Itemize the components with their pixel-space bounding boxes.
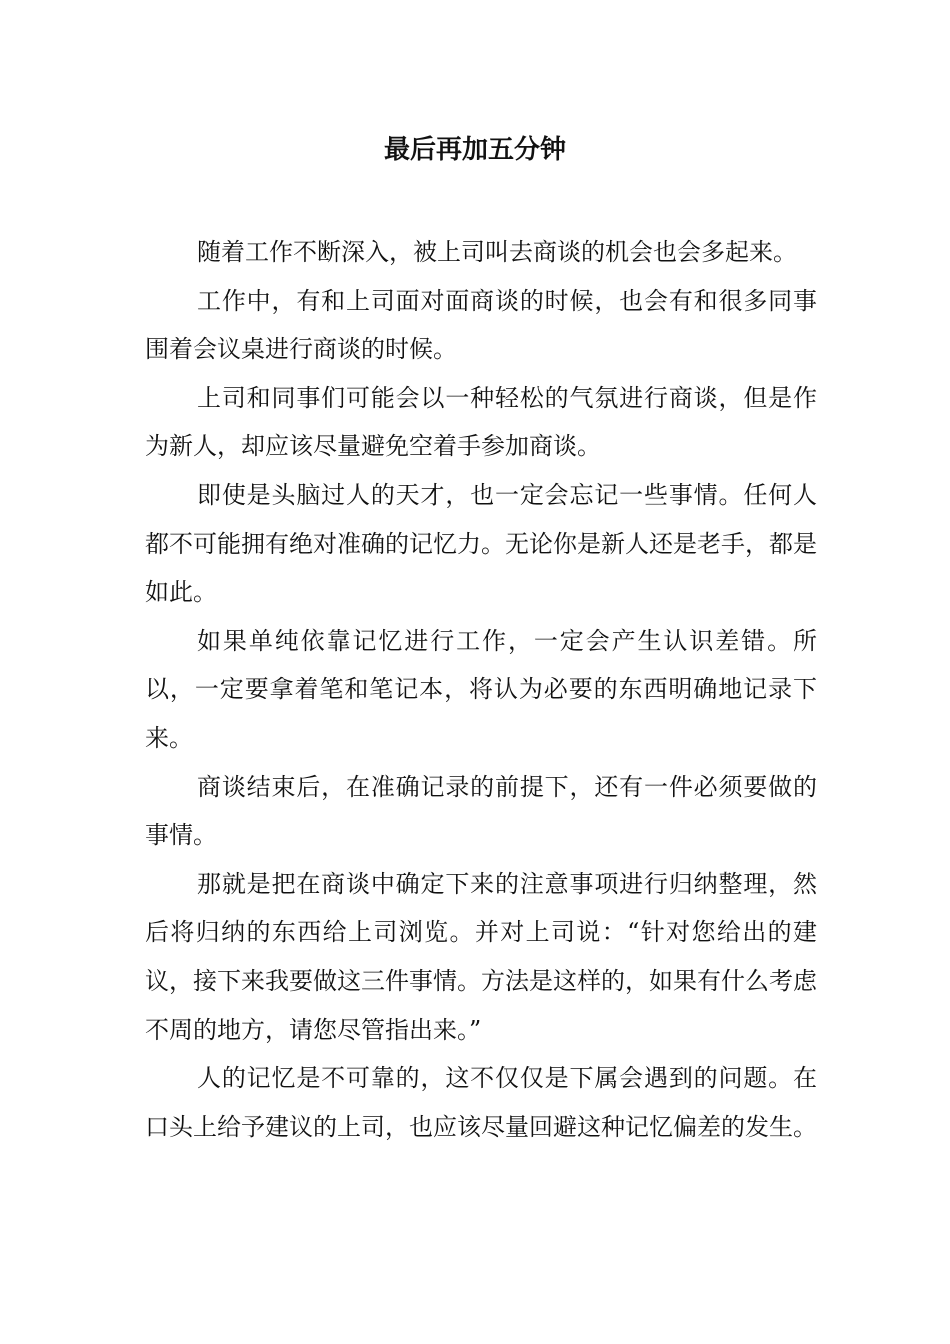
paragraph: 随着工作不断深入，被上司叫去商谈的机会也会多起来。 [197, 238, 797, 266]
paragraph: 即使是头脑过人的天才，也一定会忘记一些事情。任何人都不可能拥有绝对准确的记忆力。无论你是新人还是老手，都是如此。 [145, 480, 817, 607]
paragraph: 商谈结束后，在准确记录的前提下，还有一件必须要做的事情。 [145, 772, 817, 850]
paragraph: 那就是把在商谈中确定下来的注意事项进行归纳整理，然后将归纳的东西给上司浏览。并对上司说：“针对您给出的建议，接下来我要做这三件事情。方法是这样的，如果有什么考虑不周的地方，请您尽管指出来。” [145, 869, 817, 1044]
paragraph: 如果单纯依靠记忆进行工作，一定会产生认识差错。所以，一定要拿着笔和笔记本，将认为必要的东西明确地记录下来。 [145, 626, 817, 752]
paragraph: 人的记忆是不可靠的，这不仅仅是下属会遇到的问题。在口头上给予建议的上司，也应该尽量回避这种记忆偏差的发生。 [145, 1064, 817, 1141]
document-body [145, 228, 817, 1151]
paragraph: 上司和同事们可能会以一种轻松的气氛进行商谈，但是作为新人，却应该尽量避免空着手参加商谈。 [145, 383, 817, 461]
document-title: 最后再加五分钟 [383, 135, 566, 165]
paragraph: 工作中，有和上司面对面商谈的时候，也会有和很多同事围着会议桌进行商谈的时候。 [145, 286, 817, 364]
